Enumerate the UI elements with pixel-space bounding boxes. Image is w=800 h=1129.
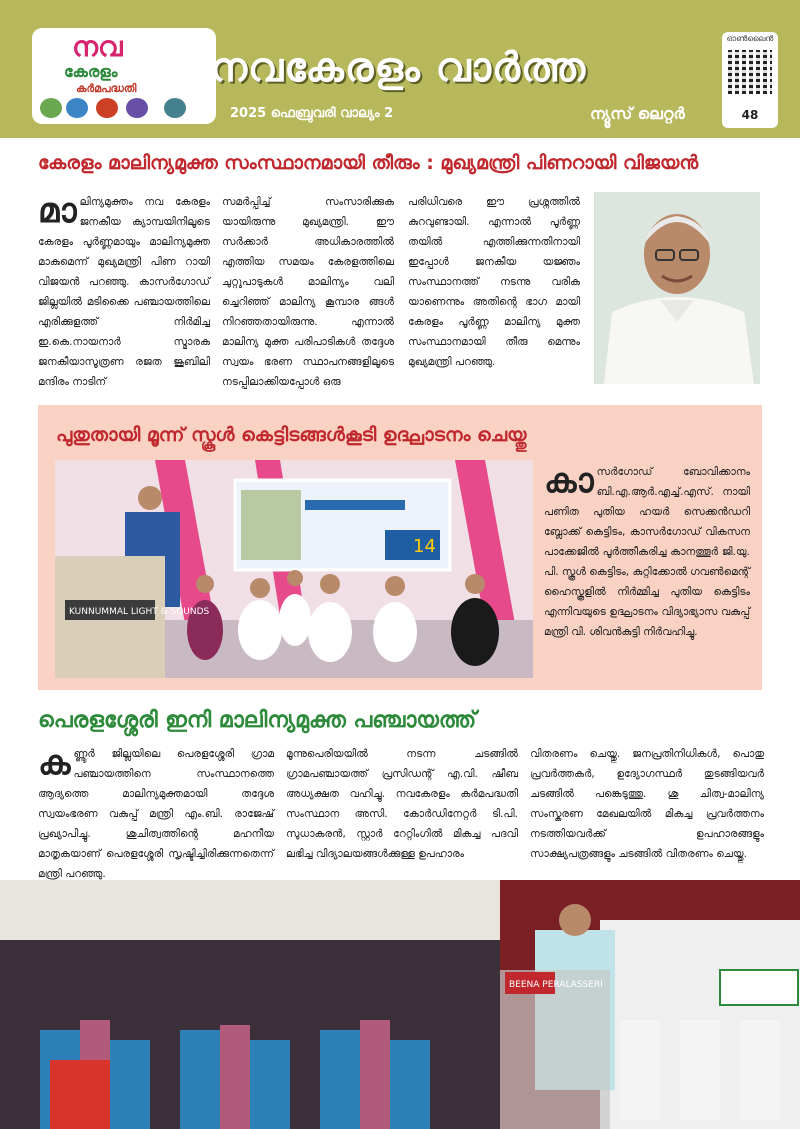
podium-banner-text: BEENA PERALASSERI <box>509 980 603 990</box>
article2-headline: പുതുതായി മൂന്ന് സ്കൂൾ കെട്ടിടങ്ങൾകൂടി ഉദ്ഘാടനം ചെയ്തു <box>56 424 527 446</box>
article3-column-2: മൂന്നുപെരിയയിൽ നടന്ന ചടങ്ങിൽ ഗ്രാമപഞ്ചായത്ത് പ്രസിഡന്റ് എ.വി. ഷീബ അധ്യക്ഷത വഹിച്ചു. നവകേരളം കർമപദ്ധതി സംസ്ഥാന അസി. കോർഡിനേറ്റർ ടി.പി. സുധാകരൻ, സ്റ്റാർ റേറ്റിംഗിൽ മികച്ച പദവി ലഭിച്ച വിദ്യാലയങ്ങൾക്കുള്ള ഉപഹാരം <box>286 748 518 860</box>
perlassery-event-photo <box>0 880 800 1129</box>
issue-line: 2025 ഫെബ്രുവരി വാല്യം 2 <box>230 106 394 121</box>
chief-minister-photo <box>594 192 760 384</box>
article1-column-2: സമർപ്പിച്ച് സംസാരിക്കുക യായിരുന്നു മുഖ്യമന്ത്രി. ഈ സർക്കാർ അധികാരത്തിൽ എത്തിയ സമയം കേരളത്തിലെ ചുറ്റുപാടുകൾ മാലിന്യം വലി ച്ചെറിഞ്ഞ് മാലിന്യ കൂമ്പാര ങ്ങൾ നിറഞ്ഞതായിരുന്നു. എന്നാൽ മാലിന്യ മുക്ത പരിപാടികൾ തദ്ദേശ സ്വയം ഭരണ സ്ഥാപനങ്ങളിലൂടെ നടപ്പിലാക്കിയപ്പോൾ ഒരു <box>222 196 394 388</box>
logo-kerala-text: കേരളം <box>64 62 118 81</box>
page-number: 48 <box>741 108 759 122</box>
article1-col1-text: ലിന്യമുക്തം നവ കേരളം ജനകീയ ക്യാമ്പയിനിലൂടെ കേരളം പൂർണ്ണമായും മാലിന്യമുക്ത മാകുമെന്ന് മുഖ്യമന്ത്രി പിണ റായി വിജയൻ പറഞ്ഞു. കാസർഗോഡ് ജില്ലയിൽ മടിക്കൈ പഞ്ചായത്തിലെ എരിക്കുളത്ത് നിർമിച്ച ഇ.കെ.നായനാർ സ്മാരക ജനകീയാസൂത്രണ രജത ജൂബിലി മന്ദിരം നാടിന് <box>38 196 210 388</box>
article3-dropcap: ക <box>38 743 71 783</box>
article2-body <box>544 462 750 642</box>
article3-col1-text: ണ്ണൂർ ജില്ലയിലെ പെരളശ്ശേരി ഗ്രാമ പഞ്ചായത്തിനെ സംസ്ഥാനത്തെ ആദ്യത്തെ മാലിന്യമുക്തമായി തദ്ദേശ സ്വയംഭരണ വകുപ്പ് മന്ത്രി എം.ബി. രാജേഷ് പ്രഖ്യാപിച്ചു. ശുചിത്വത്തിന്റെ മഹനീയ മാതൃകയാണ് പെരളശ്ശേരി സൃഷ്ടിച്ചിരിക്കുന്നതെന്ന് മന്ത്രി പറഞ്ഞു. <box>38 748 274 880</box>
logo-karmapadhathi-text: കർമപദ്ധതി <box>76 82 137 95</box>
qr-online-label: ഓൺലൈൻ <box>726 34 774 43</box>
article1-column-3: പരിധിവരെ ഈ പ്രശ്നത്തിൽ കുറവുണ്ടായി. എന്നാൽ പൂർണ്ണ തയിൽ എത്തിക്കുന്നതിനായി ഇപ്പോൾ ജനകീയ യജ്ഞം സംസ്ഥാനത്ത് നടന്നു വരിക യാണെന്നും അതിന്റെ ഭാഗ മായി കേരളം പൂർണ്ണ മാലിന്യ മുക്ത സംസ്ഥാനമായി തീരു മെന്നും മുഖ്യമന്ത്രി പറഞ്ഞു. <box>408 196 580 368</box>
school-inauguration-photo <box>55 460 533 678</box>
aardram-badge-icon <box>96 98 118 118</box>
article3-headline: പെരളശ്ശേരി ഇനി മാലിന്യമുക്ത പഞ്ചായത്ത് <box>38 708 477 733</box>
logo-nava-text: നവ <box>72 30 123 63</box>
newsletter-label: ന്യൂസ് ലെറ്റർ <box>590 104 685 123</box>
article3-column-3: വിതരണം ചെയ്തു. ജനപ്രതിനിധികൾ, പൊതു പ്രവർത്തകർ, ഉദ്യോഗസ്ഥർ തുടങ്ങിയവർ ചടങ്ങിൽ പങ്കെടുത്തു. ശു ചിത്വ-മാലിന്യ സംസ്കരണ മേഖലയിൽ മികച്ച പ്രവർത്തനം നടത്തിയവർക്ക് ഉപഹാരങ്ങളും സാക്ഷ്യപത്രങ്ങളും ചടങ്ങിൽ വിതരണം ചെയ്തു. <box>530 748 764 860</box>
life-mission-badge-icon <box>66 98 88 118</box>
article1-headline: കേരളം മാലിന്യമുക്ത സംസ്ഥാനമായി തീരും : മുഖ്യമന്ത്രി പിണറായി വിജയൻ <box>38 152 699 174</box>
newsletter-title: നവകേരളം വാർത്ത <box>210 44 587 91</box>
article2-dropcap: കാ <box>544 461 594 501</box>
article1-column-1 <box>38 192 210 392</box>
haritha-keralam-badge-icon <box>40 98 62 118</box>
article3-column-1 <box>38 744 274 884</box>
banner-number: 14 <box>413 536 436 557</box>
education-badge-icon <box>126 98 148 118</box>
article1-dropcap: മാ <box>38 191 77 231</box>
water-mission-badge-icon <box>164 98 186 118</box>
article2-body-text: സർഗോഡ് ബോവിക്കാനം ബി.എ.ആർ.എച്ച്.എസ്. നായി പണിത പുതിയ ഹയർ സെക്കൻഡറി ബ്ലോക്ക് കെട്ടിടം, കാസർഗോഡ് വികസന പാക്കേജിൽ പൂർത്തീകരിച്ച കാനത്തൂർ ജി.യു. പി. സ്കൂൾ കെട്ടിടം, കുറ്റിക്കോൽ ഗവൺമെന്റ് ഹൈസ്കൂളിൽ നിർമ്മിച്ച പുതിയ കെട്ടിടം എന്നിവയുടെ ഉദ്ഘാടനം വിദ്യാഭ്യാസ വകുപ്പ് മന്ത്രി വി. ശിവൻകുട്ടി നിർവഹിച്ചു. <box>544 466 751 638</box>
qr-code-pattern <box>728 50 772 94</box>
podium-sign-text: KUNNUMMAL LIGHT & SOUNDS <box>69 607 210 617</box>
